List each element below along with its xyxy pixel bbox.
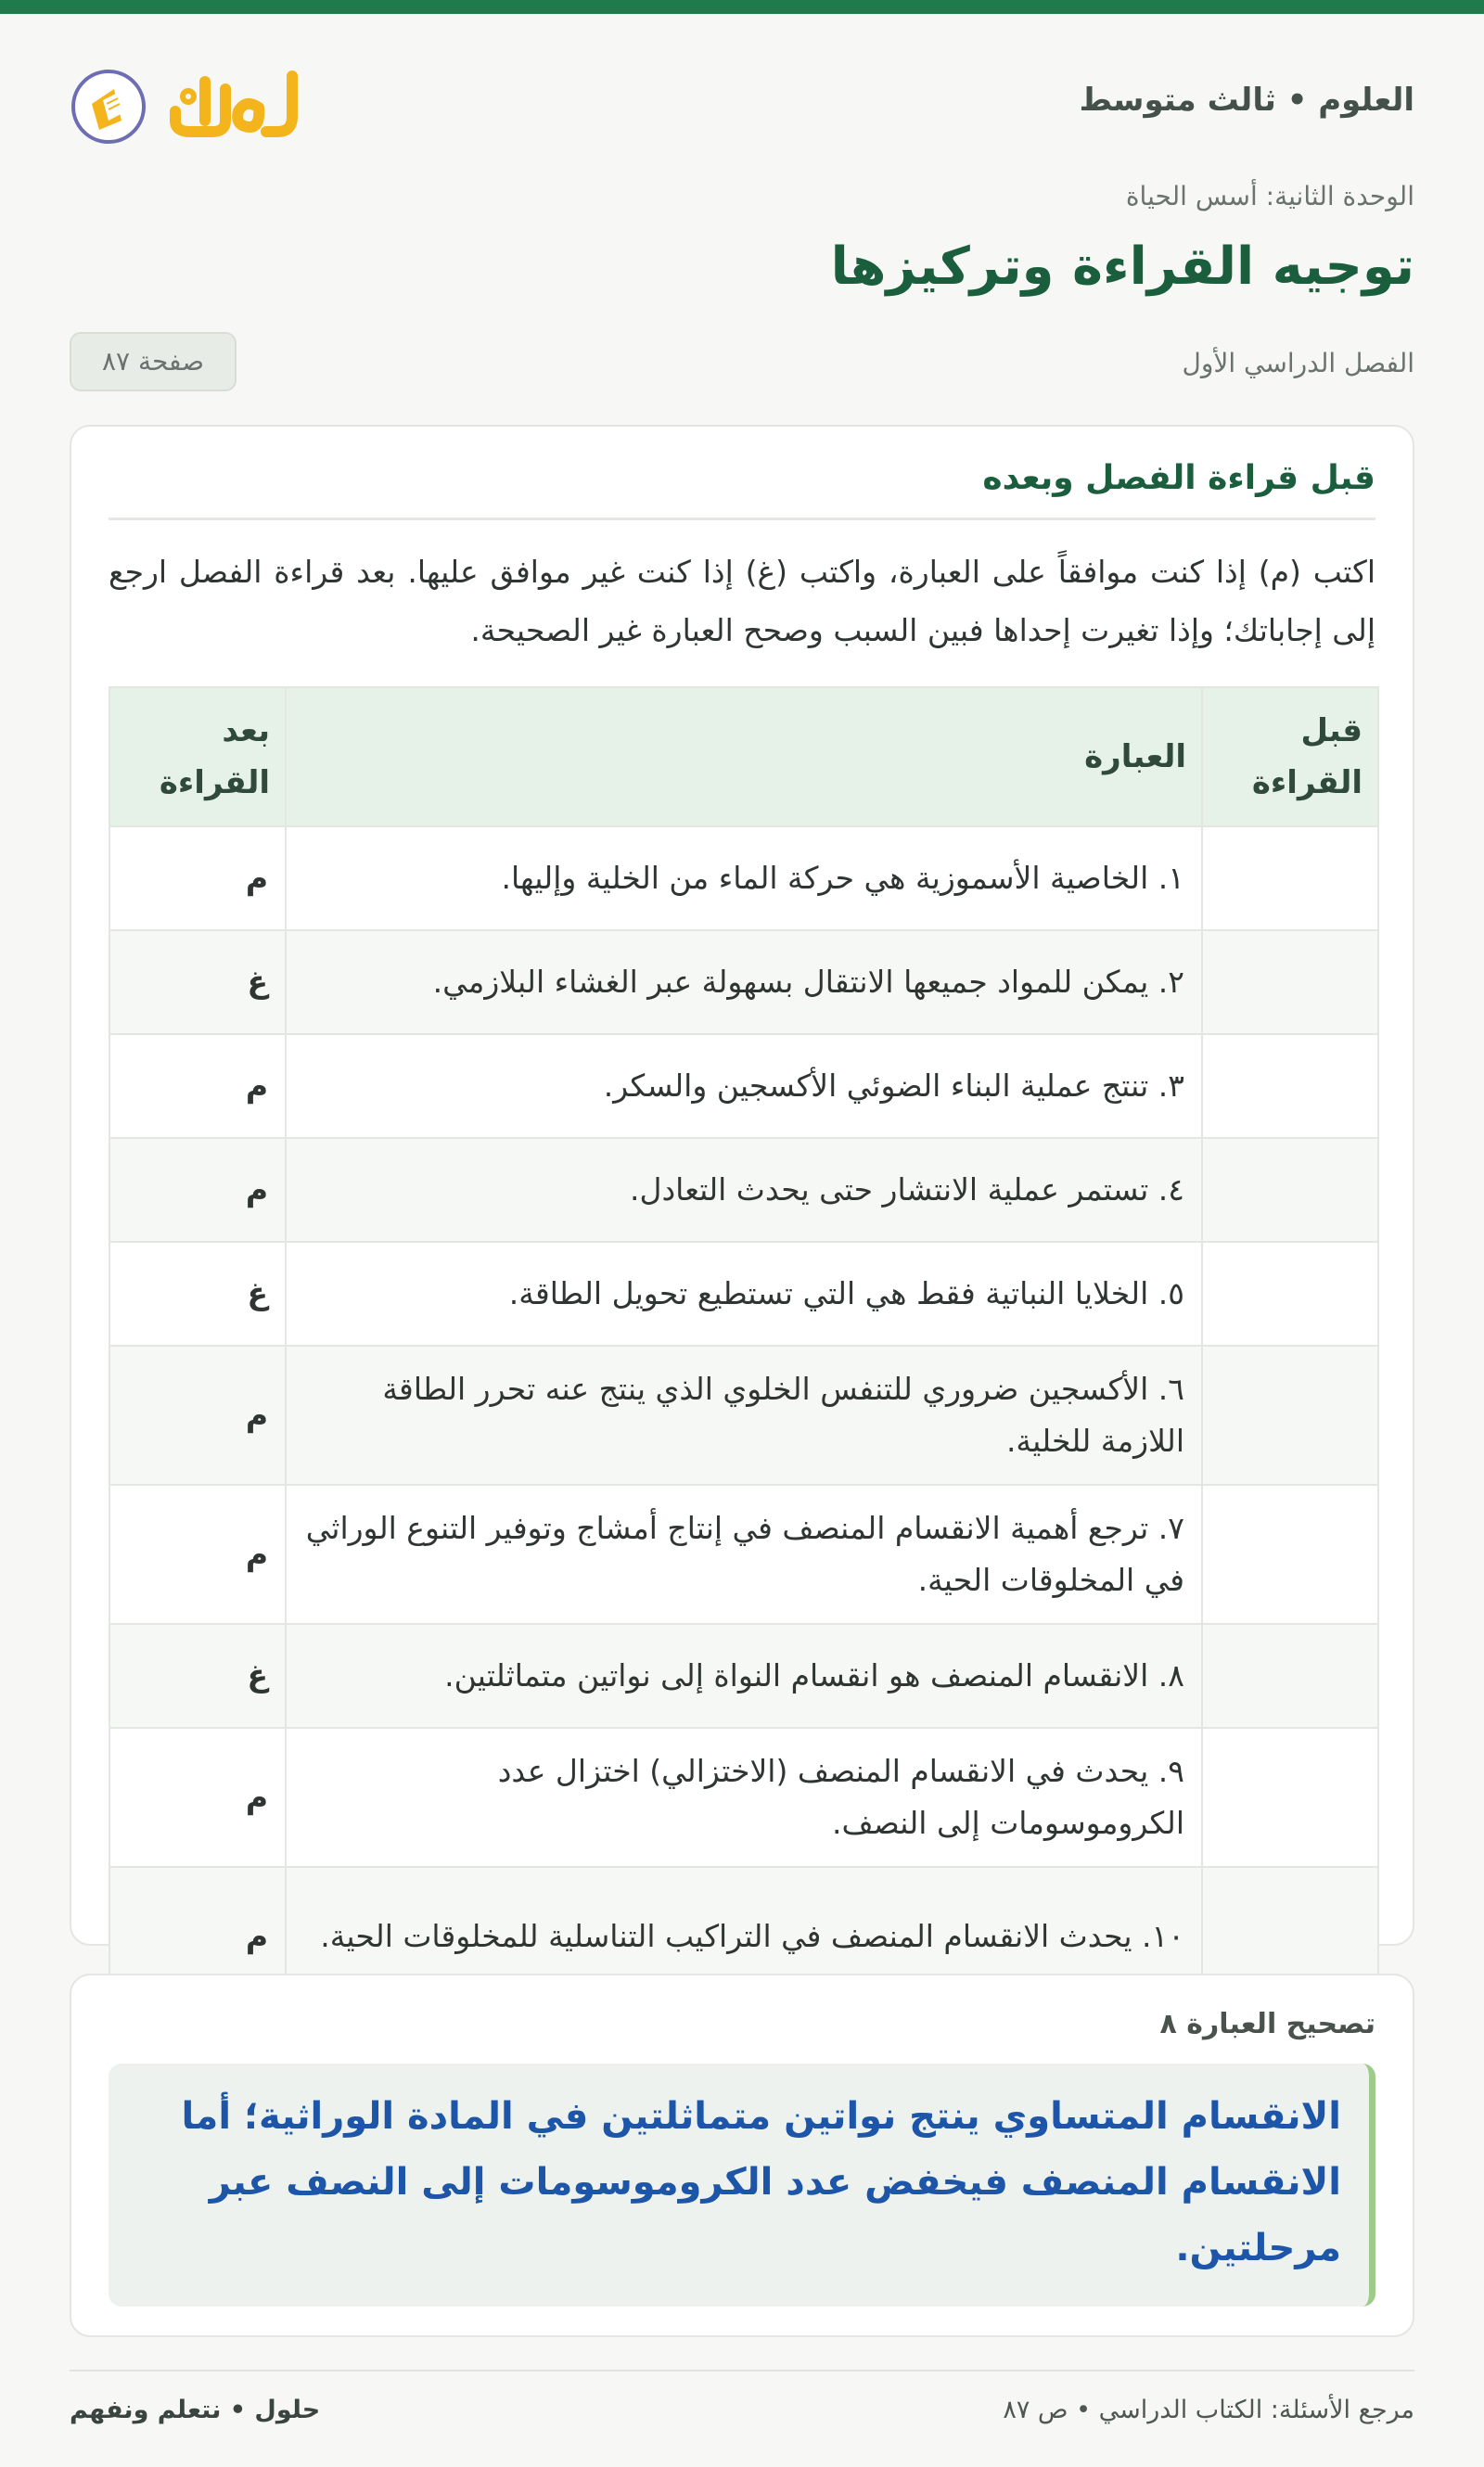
header-statement: العبارة xyxy=(286,687,1202,826)
footer-divider xyxy=(70,2370,1414,2371)
statement-cell: ٨. الانقسام المنصف هو انقسام النواة إلى نواتين متماثلتين. xyxy=(286,1624,1202,1728)
statement-cell: ٢. يمكن للمواد جميعها الانتقال بسهولة عبر الغشاء البلازمي. xyxy=(286,930,1202,1034)
correction-answer: الانقسام المتساوي ينتج نواتين متماثلتين في المادة الوراثية؛ أما الانقسام المنصف فيخفض عدد الكروموسومات إلى النصف عبر مرحلتين. xyxy=(109,2064,1375,2307)
semester-label: الفصل الدراسي الأول xyxy=(1182,348,1414,378)
before-cell[interactable] xyxy=(1202,1346,1378,1485)
top-accent-bar xyxy=(0,0,1484,14)
before-cell[interactable] xyxy=(1202,1624,1378,1728)
statement-cell: ٣. تنتج عملية البناء الضوئي الأكسجين والسكر. xyxy=(286,1034,1202,1138)
after-answer: غ xyxy=(109,930,286,1034)
after-answer: م xyxy=(109,1485,286,1624)
after-answer: م xyxy=(109,1728,286,1867)
statement-cell: ١. الخاصية الأسموزية هي حركة الماء من الخلية وإليها. xyxy=(286,826,1202,930)
footer-reference: مرجع الأسئلة: الكتاب الدراسي • ص ٨٧ xyxy=(1003,2396,1414,2424)
brand-logo[interactable] xyxy=(70,56,311,158)
statements-table xyxy=(109,686,1379,2007)
subject-title: العلوم • ثالث متوسط xyxy=(1079,82,1414,119)
after-answer: م xyxy=(109,826,286,930)
statement-cell: ٧. ترجع أهمية الانقسام المنصف في إنتاج أمشاج وتوفير التنوع الوراثي في المخلوقات الحية. xyxy=(286,1485,1202,1624)
header-after-reading: بعد القراءة xyxy=(109,687,286,826)
page-header xyxy=(70,56,1414,158)
statement-cell: ٦. الأكسجين ضروري للتنفس الخلوي الذي ينتج عنه تحرر الطاقة اللازمة للخلية. xyxy=(286,1346,1202,1485)
table-row xyxy=(109,1485,1378,1624)
statement-cell: ٥. الخلايا النباتية فقط هي التي تستطيع تحويل الطاقة. xyxy=(286,1242,1202,1346)
table-header-row xyxy=(109,687,1378,826)
table-row xyxy=(109,1728,1378,1867)
table-row xyxy=(109,930,1378,1034)
table-row xyxy=(109,826,1378,930)
anticipation-guide-card xyxy=(70,425,1414,1954)
table-row xyxy=(109,1624,1378,1728)
header-before-reading: قبل القراءة xyxy=(1202,687,1378,826)
correction-card xyxy=(70,1974,1414,2337)
page-number-badge: صفحة ٨٧ xyxy=(70,332,237,391)
after-answer: غ xyxy=(109,1242,286,1346)
before-cell[interactable] xyxy=(1202,1138,1378,1242)
before-cell[interactable] xyxy=(1202,1242,1378,1346)
after-answer: م xyxy=(109,1867,286,2006)
table-row xyxy=(109,1034,1378,1138)
before-cell[interactable] xyxy=(1202,1728,1378,1867)
statement-cell: ١٠. يحدث الانقسام المنصف في التراكيب التناسلية للمخلوقات الحية. xyxy=(286,1867,1202,2006)
before-cell[interactable] xyxy=(1202,1034,1378,1138)
card-title: قبل قراءة الفصل وبعده xyxy=(982,459,1375,497)
after-answer: م xyxy=(109,1138,286,1242)
after-answer: غ xyxy=(109,1624,286,1728)
statement-cell: ٩. يحدث في الانقسام المنصف (الاختزالي) اختزال عدد الكروموسومات إلى النصف. xyxy=(286,1728,1202,1867)
before-cell[interactable] xyxy=(1202,1485,1378,1624)
before-cell[interactable] xyxy=(1202,930,1378,1034)
after-answer: م xyxy=(109,1034,286,1138)
unit-label: الوحدة الثانية: أسس الحياة xyxy=(1125,181,1414,211)
after-answer: م xyxy=(109,1346,286,1485)
instructions-text: اكتب (م) إذا كنت موافقاً على العبارة، واكتب (غ) إذا كنت غير موافق عليها. بعد قراءة الفصل ارجع إلى إجاباتك؛ وإذا تغيرت إحداها فبين السبب وصحح العبارة غير الصحيحة. xyxy=(109,554,1375,648)
statement-cell: ٤. تستمر عملية الانتشار حتى يحدث التعادل. xyxy=(286,1138,1202,1242)
correction-title: تصحيح العبارة ٨ xyxy=(1159,2008,1375,2040)
divider xyxy=(109,518,1375,520)
table-row xyxy=(109,1138,1378,1242)
footer-brand: حلول • نتعلم ونفهم xyxy=(70,2396,321,2424)
table-row xyxy=(109,1346,1378,1485)
lesson-title: توجيه القراءة وتركيزها xyxy=(830,236,1414,297)
before-cell[interactable] xyxy=(1202,826,1378,930)
table-row xyxy=(109,1242,1378,1346)
